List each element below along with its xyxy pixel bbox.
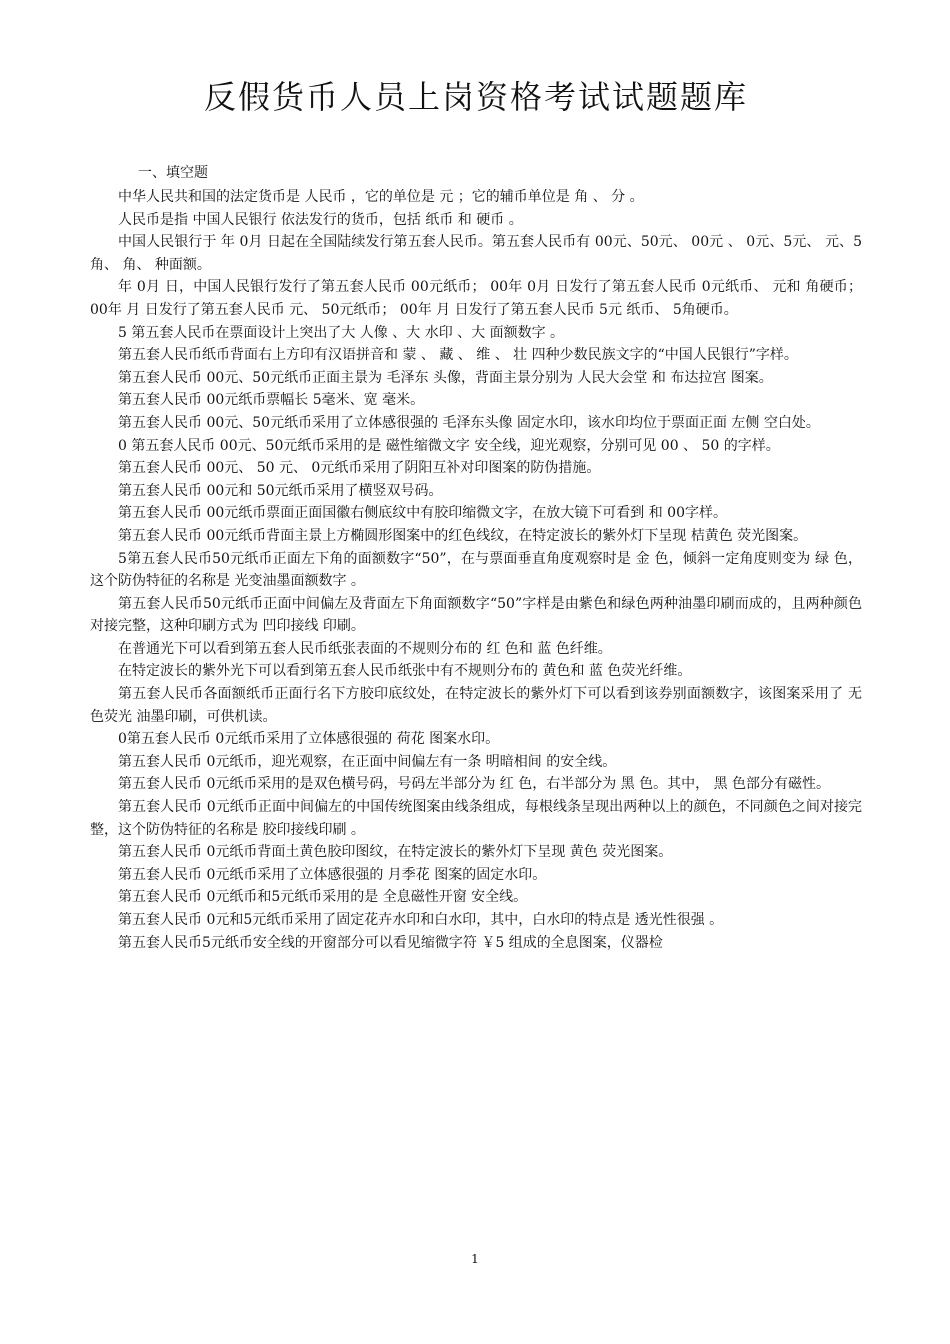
question-item: 第五套人民币 00元、50元纸币正面主景为 毛泽东 头像，背面主景分别为 人民大会堂 和 布达拉宫 图案。 [118, 369, 773, 386]
question-item: 第五套人民币50元纸币正面中间偏左及背面左下角面额数字“50”字样是由紫色和绿色两种油墨印刷而成的，且两种颜色对接完整，这种印刷方式为 凹印接线 印刷。 [90, 595, 862, 635]
question-list [90, 186, 862, 954]
question-item: 第五套人民币 00元、 50 元、 0元纸币采用了阴阳互补对印图案的防伪措施。 [118, 460, 601, 477]
question-item: 第五套人民币 0元纸币采用的是双色横号码，号码左半部分为 红 色，右半部分为 黑 色。其中， 黑 色部分有磁性。 [118, 776, 831, 793]
section-heading: 一、填空题 [138, 165, 208, 181]
question-item: 第五套人民币 00元纸币票面正面国徽右侧底纹中有胶印缩微文字，在放大镜下可看到 和 00字样。 [118, 505, 727, 522]
question-item: 第五套人民币 00元和 50元纸币采用了横竖双号码。 [118, 482, 443, 499]
question-item: 第五套人民币纸币背面右上方印有汉语拼音和 蒙 、 藏 、 维 、 壮 四种少数民族文字的“中国人民银行”字样。 [118, 347, 798, 364]
question-item: 0第五套人民币 0元纸币采用了立体感很强的 荷花 图案水印。 [118, 731, 500, 748]
page-number: 1 [471, 1252, 479, 1266]
question-item: 0 第五套人民币 00元、50元纸币采用的是 磁性缩微文字 安全线，迎光观察，分别可见 00 、 50 的字样。 [118, 437, 780, 454]
question-item: 人民币是指 中国人民银行 依法发行的货币，包括 纸币 和 硬币 。 [118, 211, 523, 228]
question-item: 中国人民银行于 年 0月 日起在全国陆续发行第五套人民币。第五套人民币有 00元、50元、 00元 、 0元、5元、 元、5角、 角、 种面额。 [90, 234, 862, 273]
question-item: 第五套人民币 0元纸币背面土黄色胶印图纹，在特定波长的紫外灯下呈现 黄色 荧光图案。 [118, 844, 673, 861]
question-item: 第五套人民币5元纸币安全线的开窗部分可以看见缩微字符 ￥5 组成的全息图案，仪器检 [118, 934, 663, 951]
question-item: 中华人民共和国的法定货币是 人民币 ，它的单位是 元 ；它的辅币单位是 角 、 分 。 [118, 189, 644, 205]
question-item: 第五套人民币各面额纸币正面行名下方胶印底纹处，在特定波长的紫外灯下可以看到该券别面额数字，该图案采用了 无色荧光 油墨印刷，可供机读。 [90, 686, 862, 725]
document-title: 反假货币人员上岗资格考试试题题库 [203, 78, 748, 116]
question-item: 5 第五套人民币在票面设计上突出了大 人像 、大 水印 、大 面额数字 。 [118, 324, 565, 341]
question-item: 第五套人民币 00元纸币背面主景上方椭圆形图案中的红色线纹，在特定波长的紫外灯下呈现 桔黄色 荧光图案。 [118, 527, 808, 544]
question-item: 第五套人民币 0元和5元纸币采用了固定花卉水印和白水印，其中，白水印的特点是 透光性很强 。 [118, 912, 724, 928]
question-item: 在普通光下可以看到第五套人民币纸张表面的不规则分布的 红 色和 蓝 色纤维。 [118, 640, 612, 657]
question-item: 第五套人民币 00元、50元纸币采用了立体感很强的 毛泽东头像 固定水印，该水印均位于票面正面 左侧 空白处。 [118, 414, 820, 431]
question-item: 在特定波长的紫外光下可以看到第五套人民币纸张中有不规则分布的 黄色和 蓝 色荧光纤维。 [118, 663, 692, 680]
question-item: 第五套人民币 0元纸币采用了立体感很强的 月季花 图案的固定水印。 [118, 866, 547, 883]
question-item: 年 0月 日，中国人民银行发行了第五套人民币 00元纸币； 00年 0月 日发行了第五套人民币 0元纸币、 元和 角硬币； 00年 月 日发行了第五套人民币 元、 50元纸币； 00年 月 日发行了第五套人民币 5元 纸币、 5角硬币。 [90, 279, 862, 318]
question-item: 第五套人民币 0元纸币正面中间偏左的中国传统图案由线条组成，每根线条呈现出两种以上的颜色，不同颜色之间对接完整，这个防伪特征的名称是 胶印接线印刷 。 [90, 799, 862, 838]
question-item: 第五套人民币 00元纸币票幅长 5毫米、宽 毫米。 [118, 392, 425, 409]
question-item: 5第五套人民币50元纸币正面左下角的面额数字“50”，在与票面垂直角度观察时是 金 色，倾斜一定角度则变为 绿 色，这个防伪特征的名称是 光变油墨面额数字 。 [90, 550, 862, 590]
question-item: 第五套人民币 0元纸币和5元纸币采用的是 全息磁性开窗 安全线。 [118, 889, 528, 906]
question-item: 第五套人民币 0元纸币，迎光观察，在正面中间偏左有一条 明暗相间 的安全线。 [118, 753, 617, 770]
